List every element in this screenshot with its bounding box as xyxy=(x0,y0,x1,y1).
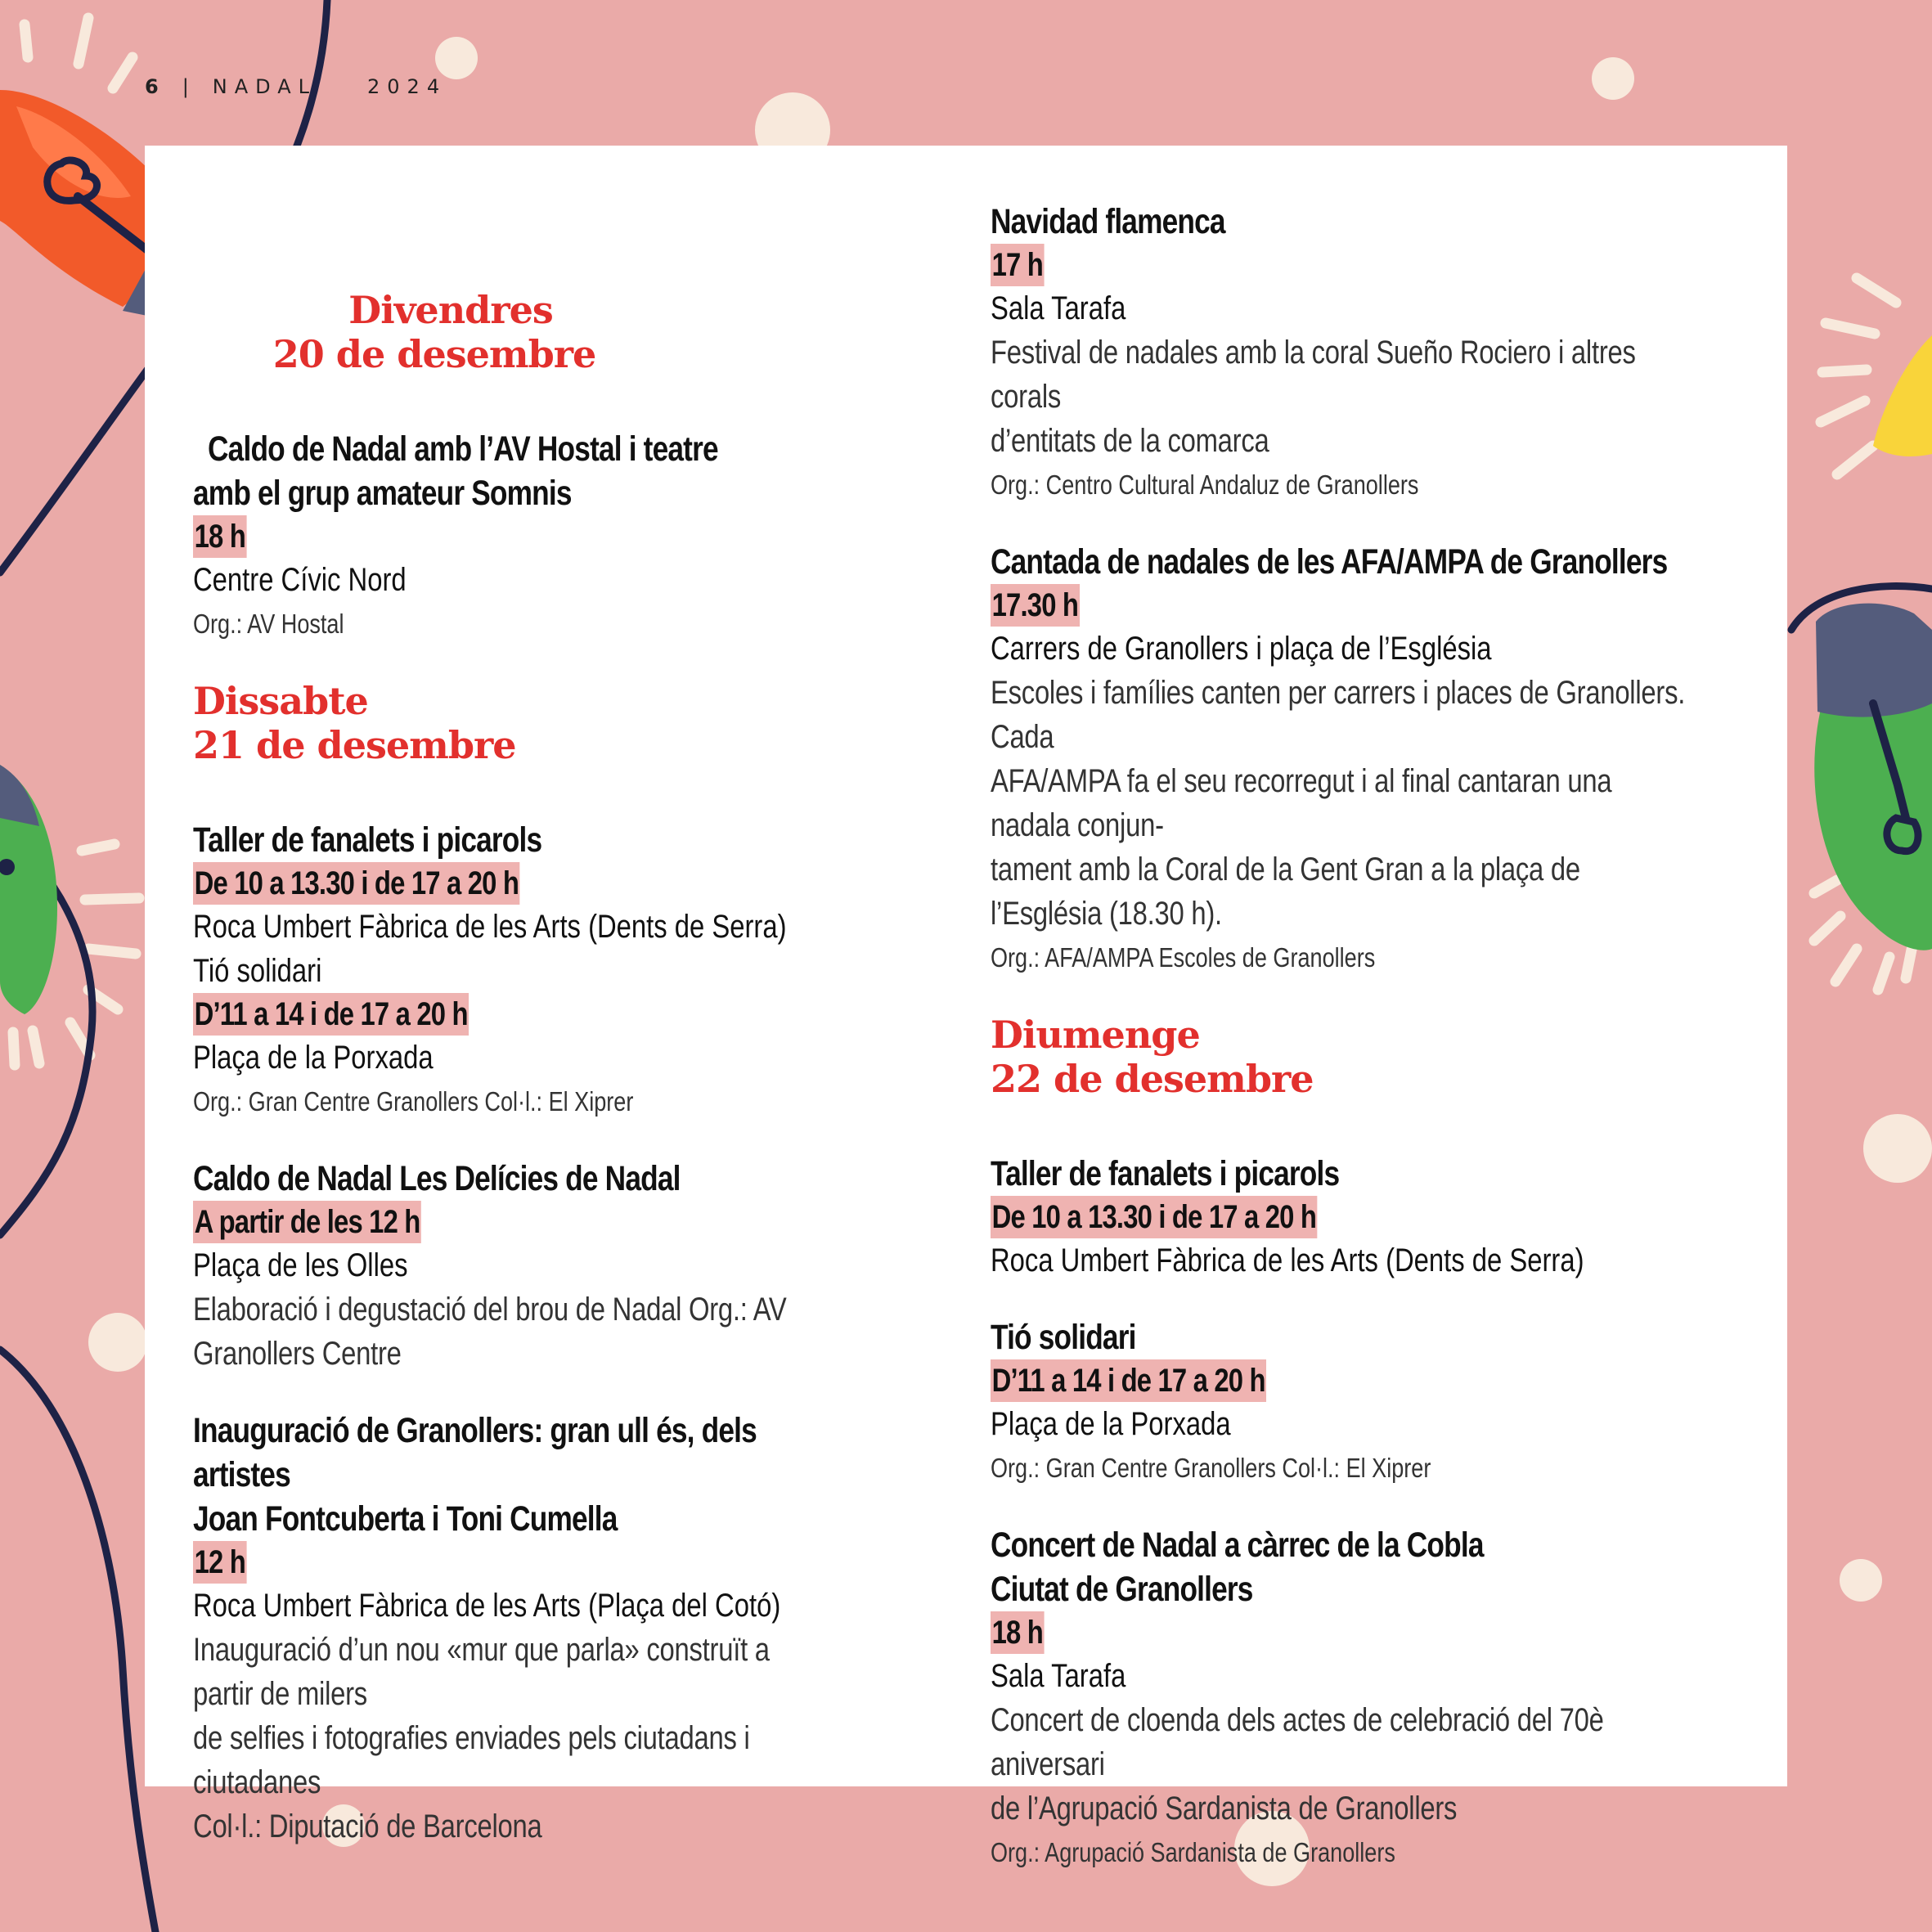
green-light-bulb-right-icon xyxy=(1814,604,1932,950)
event-description: Elaboració i degustació del brou de Nadal Org.: AV Granollers Centre xyxy=(193,1292,787,1372)
event-taller-fanalets xyxy=(193,818,790,1124)
event-caldo-delicies xyxy=(193,1157,790,1376)
event-description: AFA/AMPA fa el seu recorregut i al final cantaran una nadala conjun- xyxy=(991,763,1612,843)
event-taller-fanalets-sunday xyxy=(991,1152,1688,1283)
event-tio-solidari-sunday xyxy=(991,1315,1688,1490)
event-description: de l’Agrupació Sardanista de Granollers xyxy=(991,1790,1458,1826)
event-organizer: Org.: AFA/AMPA Escoles de Granollers xyxy=(991,942,1376,973)
page-number: 6 xyxy=(145,75,166,98)
event-time: A partir de les 12 h xyxy=(193,1201,421,1243)
event-time: 17.30 h xyxy=(991,584,1080,627)
event-organizer: Org.: AV Hostal xyxy=(193,609,344,639)
event-caldo-hostal xyxy=(193,427,790,646)
header-separator: | xyxy=(182,75,196,98)
event-place: Sala Tarafa xyxy=(991,1658,1126,1694)
event-collaborator: Col·l.: Diputació de Barcelona xyxy=(193,1808,542,1844)
day-date: 20 de desembre xyxy=(272,332,596,376)
event-time: 17 h xyxy=(991,244,1045,286)
event-place: Plaça de la Porxada xyxy=(991,1406,1231,1442)
day-weekday: Dissabte xyxy=(193,679,368,723)
event-title: Tió solidari xyxy=(991,1318,1136,1357)
day-date: 21 de desembre xyxy=(193,723,516,767)
event-title: amb el grup amateur Somnis xyxy=(193,474,572,513)
event-organizer: Org.: Gran Centre Granollers Col·l.: El Xiprer xyxy=(193,1086,634,1117)
event-title: Concert de Nadal a càrrec de la Cobla xyxy=(991,1525,1484,1565)
event-place: Roca Umbert Fàbrica de les Arts (Dents de Serra) xyxy=(193,909,787,945)
event-organizer: Org.: Agrupació Sardanista de Granollers xyxy=(991,1837,1395,1867)
event-title: Cantada de nadales de les AFA/AMPA de Granollers xyxy=(991,542,1668,582)
event-description: de selfies i fotografies enviades pels ciutadans i ciutadanes xyxy=(193,1720,750,1800)
event-description: Escoles i famílies canten per carrers i places de Granollers. Cada xyxy=(991,675,1686,755)
program-column-left xyxy=(193,288,790,1849)
event-place: Plaça de les Olles xyxy=(193,1247,408,1283)
event-description: tament amb la Coral de la Gent Gran a la plaça de l’Església (18.30 h). xyxy=(991,851,1580,932)
event-concert-cobla xyxy=(991,1523,1688,1875)
event-time: 18 h xyxy=(991,1611,1045,1654)
event-title: Inauguració de Granollers: gran ull és, dels artistes xyxy=(193,1411,757,1494)
event-place: Carrers de Granollers i plaça de l’Església xyxy=(991,631,1492,667)
event-title-secondary: Tió solidari xyxy=(193,953,322,989)
event-title: Ciutat de Granollers xyxy=(991,1570,1253,1609)
day-heading-diumenge xyxy=(991,1013,1841,1101)
event-title: Caldo de Nadal Les Delícies de Nadal xyxy=(193,1159,681,1198)
event-organizer: Org.: Centro Cultural Andaluz de Granollers xyxy=(991,470,1419,500)
event-description: Concert de cloenda dels actes de celebració del 70è aniversari xyxy=(991,1702,1604,1782)
event-description: d’entitats de la comarca xyxy=(991,423,1269,459)
green-light-bulb-left-icon xyxy=(0,765,57,1014)
page-header xyxy=(145,75,447,98)
day-heading-divendres xyxy=(272,288,622,376)
event-time: 18 h xyxy=(193,515,247,558)
header-year: 2024 xyxy=(367,75,447,98)
event-time: D’11 a 14 i de 17 a 20 h xyxy=(193,993,469,1036)
event-place: Roca Umbert Fàbrica de les Arts (Plaça del Cotó) xyxy=(193,1588,781,1624)
event-place: Sala Tarafa xyxy=(991,290,1126,326)
event-time: 12 h xyxy=(193,1541,247,1584)
event-title: Caldo de Nadal amb l’AV Hostal i teatre xyxy=(208,429,718,469)
day-weekday: Divendres xyxy=(348,288,553,332)
event-title: Joan Fontcuberta i Toni Cumella xyxy=(193,1499,618,1539)
day-heading-dissabte xyxy=(193,679,921,767)
event-organizer: Org.: Gran Centre Granollers Col·l.: El Xiprer xyxy=(991,1453,1431,1483)
event-cantada-nadales xyxy=(991,540,1688,980)
event-time: De 10 a 13.30 i de 17 a 20 h xyxy=(991,1196,1318,1238)
event-place: Centre Cívic Nord xyxy=(193,562,407,598)
event-time: De 10 a 13.30 i de 17 a 20 h xyxy=(193,862,520,905)
day-weekday: Diumenge xyxy=(991,1013,1200,1057)
yellow-light-bulb-icon xyxy=(1873,335,1932,456)
event-place: Plaça de la Porxada xyxy=(193,1040,434,1076)
event-inauguracio xyxy=(193,1409,790,1849)
event-navidad-flamenca xyxy=(991,200,1688,507)
event-place: Roca Umbert Fàbrica de les Arts (Dents de Serra) xyxy=(991,1242,1584,1278)
day-date: 22 de desembre xyxy=(991,1057,1314,1101)
event-title: Taller de fanalets i picarols xyxy=(991,1154,1340,1193)
event-title: Navidad flamenca xyxy=(991,202,1225,241)
event-time: D’11 a 14 i de 17 a 20 h xyxy=(991,1359,1266,1402)
event-description: Inauguració d’un nou «mur que parla» construït a partir de milers xyxy=(193,1632,770,1712)
event-title: Taller de fanalets i picarols xyxy=(193,820,542,860)
program-column-right xyxy=(991,200,1688,1875)
event-description: Festival de nadales amb la coral Sueño Rociero i altres corals xyxy=(991,335,1636,415)
header-section: NADAL xyxy=(212,75,317,98)
